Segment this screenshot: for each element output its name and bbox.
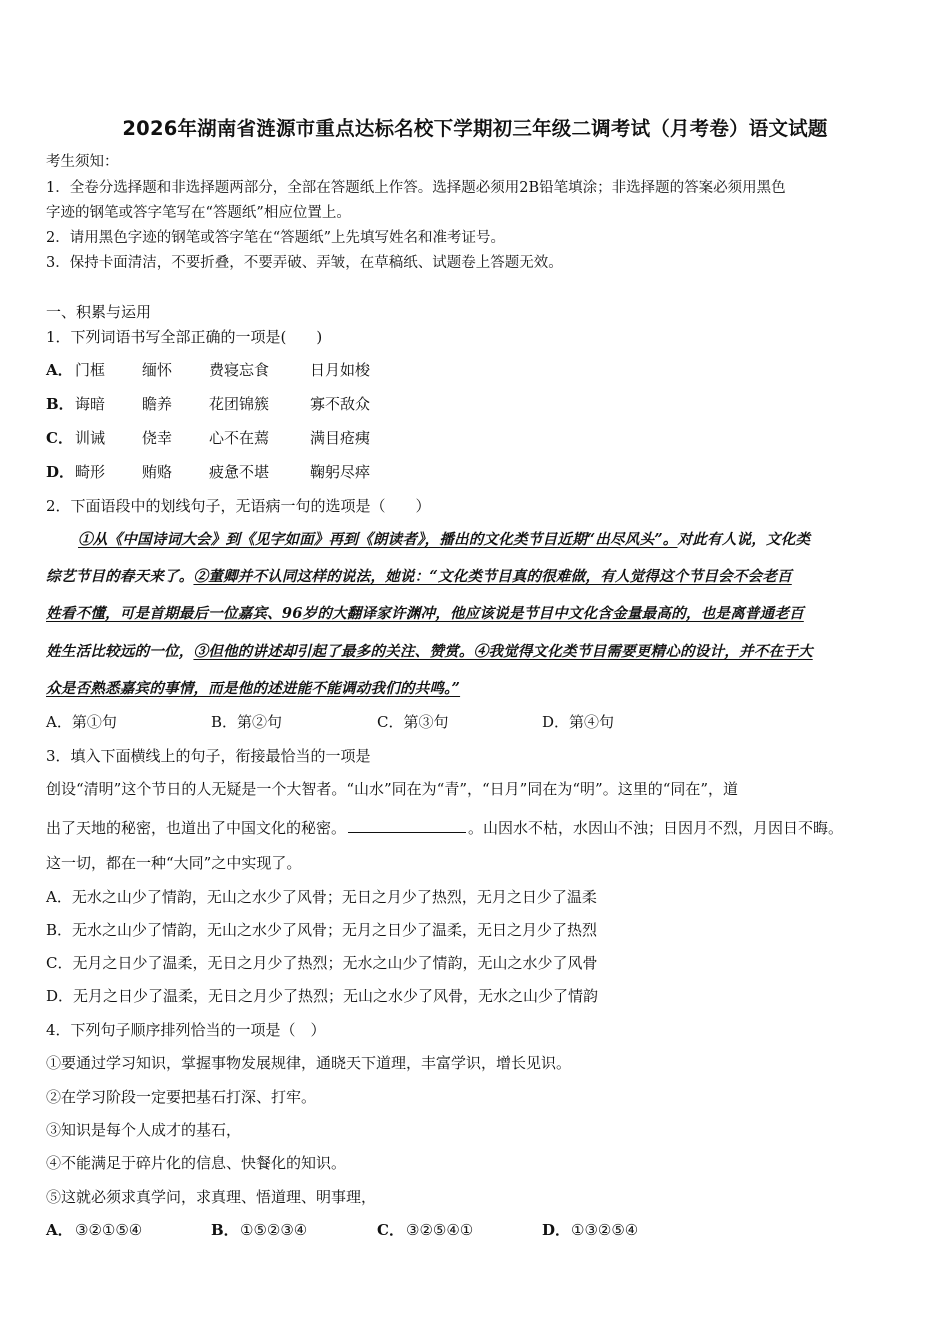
option-word: 心不在蔫	[209, 429, 270, 447]
underlined-sentence: ①从《中国诗词大会》到《见字如面》再到《朗读者》，播出的文化类节目近期“出尽风头”。	[78, 531, 678, 548]
option-label: C．	[377, 1221, 404, 1239]
notice-item: 字迹的钢笔或答字笔写在“答题纸”相应位置上。	[46, 205, 351, 221]
question-3-passage-line	[46, 818, 843, 838]
passage-text: 对此有人说，文化类	[677, 531, 811, 548]
underlined-sentence: 姓看不懂，可是首期最后一位嘉宾、96岁的大翻译家许渊冲，他应该说是节目中文化含金量最高的，也是离普通老百	[46, 605, 804, 622]
passage-line	[46, 679, 460, 699]
question-3-passage-line: 这一切，都在一种“大同”之中实现了。	[46, 854, 302, 872]
question-3-option-a: A．无水之山少了情韵，无山之水少了风骨；无日之月少了热烈，无月之日少了温柔	[46, 888, 597, 906]
notice-item: 3．保持卡面清洁，不要折叠，不要弄破、弄皱，在草稿纸、试题卷上答题无效。	[46, 255, 563, 271]
question-2-option-c: C．第③句	[377, 713, 449, 731]
option-text: ①③②⑤④	[571, 1221, 639, 1239]
option-word: 满目疮痍	[310, 429, 371, 447]
question-2-stem: 2．下面语段中的划线句子，无语病一句的选项是（ ）	[46, 497, 431, 515]
question-1-stem: 1．下列词语书写全部正确的一项是( )	[46, 328, 323, 346]
question-4-stem: 4．下列句子顺序排列恰当的一项是（ ）	[46, 1021, 326, 1039]
notice-item: 2．请用黑色字迹的钢笔或答字笔在“答题纸”上先填写姓名和准考证号。	[46, 230, 506, 246]
passage-text: 出了天地的秘密，也道出了中国文化的秘密。	[46, 819, 347, 837]
option-label: B．	[46, 395, 74, 413]
option-text: ③②⑤④①	[406, 1221, 474, 1239]
option-word: 贿赂	[142, 463, 173, 481]
option-label: D．	[46, 463, 75, 481]
question-2-option-d: D．第④句	[542, 713, 615, 731]
option-word: 日月如梭	[310, 361, 371, 379]
passage-text: 综艺节目的春天来了。	[46, 568, 194, 585]
option-word: 花团锦簇	[209, 395, 270, 413]
underlined-sentence: 众是否熟悉嘉宾的事情，而是他的述进能不能调动我们的共鸣。”	[46, 680, 461, 697]
option-word: 寡不敌众	[310, 395, 371, 413]
notice-item: 1．全卷分选择题和非选择题两部分，全部在答题纸上作答。选择题必须用2B铅笔填涂；非选择题的答案必须用黑色	[46, 180, 786, 196]
option-word: 门框	[75, 361, 106, 379]
fill-in-blank	[348, 818, 466, 833]
page-title: 2026年湖南省涟源市重点达标名校下学期初三年级二调考试（月考卷）语文试题	[122, 117, 828, 140]
option-word: 诲暗	[75, 395, 106, 413]
question-3-option-b: B．无水之山少了情韵，无山之水少了风骨；无月之日少了温柔，无日之月少了热烈	[46, 921, 598, 939]
underlined-sentence: ③但他的讲述却引起了最多的关注、赞赏。④我觉得文化类节目需要更精心的设计，并不在于大	[193, 643, 813, 660]
option-word: 畸形	[75, 463, 106, 481]
notice-heading: 考生须知：	[46, 154, 119, 170]
question-4-sentence: ④不能满足于碎片化的信息、快餐化的知识。	[46, 1154, 347, 1172]
question-4-sentence: ⑤这就必须求真学问，求真理、悟道理、明事理，	[46, 1188, 377, 1206]
question-3-option-c: C．无月之日少了温柔，无日之月少了热烈；无水之山少了情韵，无山之水少了风骨	[46, 954, 598, 972]
option-label: C．	[46, 429, 73, 447]
option-label: A．	[46, 1221, 73, 1239]
option-text: ①⑤②③④	[240, 1221, 308, 1239]
option-label: A．	[46, 361, 73, 379]
question-3-passage-line: 创设“清明”这个节日的人无疑是一个大智者。“山水”同在为“青”，“日月”同在为“明”。这里的“同在”，道	[46, 780, 739, 798]
passage-text: 姓生活比较远的一位，	[46, 643, 194, 660]
option-word: 缅怀	[142, 361, 173, 379]
question-3-stem: 3．填入下面横线上的句子，衔接最恰当的一项是	[46, 747, 371, 765]
question-4-sentence: ①要通过学习知识，掌握事物发展规律，通晓天下道理，丰富学识，增长见识。	[46, 1054, 572, 1072]
passage-line	[78, 530, 810, 550]
option-word: 瞻养	[142, 395, 173, 413]
option-label: D．	[542, 1221, 571, 1239]
option-word: 训诫	[75, 429, 106, 447]
question-2-option-b: B．第②句	[211, 713, 283, 731]
option-word: 鞠躬尽瘁	[310, 463, 371, 481]
question-4-sentence: ③知识是每个人成才的基石，	[46, 1121, 242, 1139]
option-label: B．	[211, 1221, 239, 1239]
question-2-option-a: A．第①句	[46, 713, 117, 731]
passage-line	[46, 642, 813, 662]
section-heading: 一、积累与运用	[46, 303, 152, 321]
passage-line	[46, 604, 804, 624]
passage-line	[46, 567, 792, 587]
option-word: 费寝忘食	[209, 361, 270, 379]
passage-text: 。山因水不枯，水因山不浊；日因月不烈，月因日不晦。	[468, 819, 844, 837]
option-text: ③②①⑤④	[75, 1221, 143, 1239]
question-4-sentence: ②在学习阶段一定要把基石打深、打牢。	[46, 1088, 317, 1106]
underlined-sentence: ②董卿并不认同这样的说法，她说：“文化类节目真的很难做，有人觉得这个节目会不会老百	[193, 568, 792, 585]
question-3-option-d: D．无月之日少了温柔，无日之月少了热烈；无山之水少了风骨，无水之山少了情韵	[46, 987, 599, 1005]
option-word: 疲惫不堪	[209, 463, 270, 481]
option-word: 侥幸	[142, 429, 173, 447]
